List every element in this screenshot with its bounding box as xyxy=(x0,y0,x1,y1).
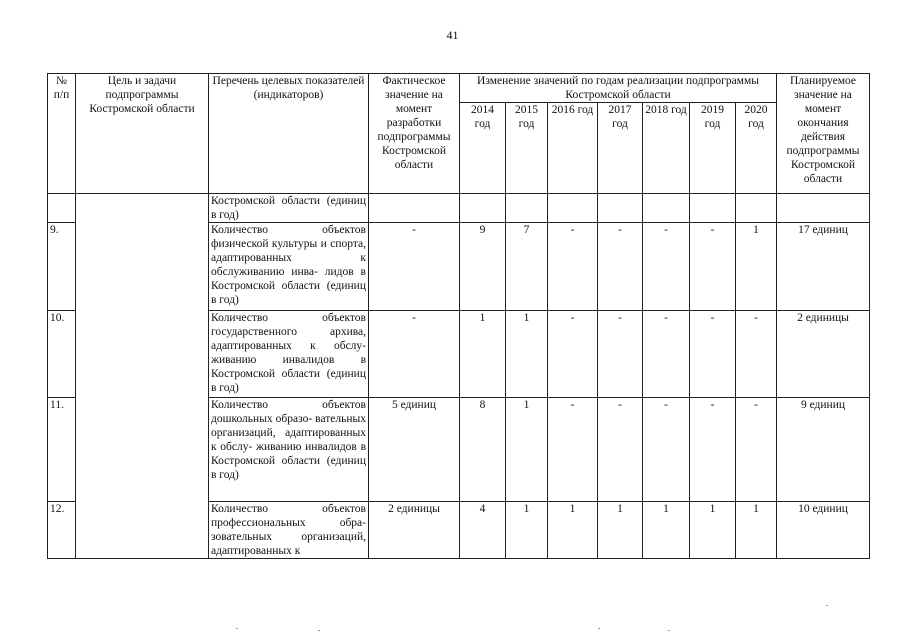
year-cell: 1 xyxy=(643,502,690,559)
year-cell: 1 xyxy=(690,502,736,559)
year-cell xyxy=(506,194,548,223)
header-year: 2017 год xyxy=(598,103,643,194)
year-cell: 1 xyxy=(736,223,777,311)
header-num: № п/п xyxy=(48,74,76,194)
header-row-1 xyxy=(48,74,870,103)
year-cell: 1 xyxy=(548,502,598,559)
header-goal: Цель и задачи подпрограммы Костромской области xyxy=(76,74,209,194)
scan-speck xyxy=(668,630,670,631)
header-actual-value: Фактическое значение на момент разработки подпрограммы Костромской области xyxy=(369,74,460,194)
year-cell: - xyxy=(548,223,598,311)
year-cell: 1 xyxy=(736,502,777,559)
indicator-cell: Количество объектов дошкольных образо- вательных организаций, адаптированных к обслу- живанию инвалидов в Костромской области (единиц в год) xyxy=(209,398,369,502)
header-planned-value: Планируемое значение на момент окончания действия подпрограммы Костромской области xyxy=(777,74,870,194)
year-cell: 1 xyxy=(460,311,506,398)
year-cell xyxy=(736,194,777,223)
year-cell xyxy=(690,194,736,223)
year-cell xyxy=(643,194,690,223)
goal-cell xyxy=(76,194,209,559)
year-cell: - xyxy=(690,398,736,502)
scan-speck xyxy=(236,628,238,629)
actual-cell: - xyxy=(369,311,460,398)
year-cell: - xyxy=(598,398,643,502)
indicator-cell: Количество объектов физической культуры и спорта, адаптированных к обслуживанию инва- лидов в Костромской области (единиц в год) xyxy=(209,223,369,311)
year-cell: - xyxy=(598,223,643,311)
year-cell xyxy=(460,194,506,223)
actual-cell: 2 единицы xyxy=(369,502,460,559)
header-year: 2020 год xyxy=(736,103,777,194)
header-indicators: Перечень целевых показателей (индикаторов) xyxy=(209,74,369,194)
indicator-cell: Костромской области (единиц в год) xyxy=(209,194,369,223)
table-row-continuation xyxy=(48,194,870,223)
num-cell: 12. xyxy=(48,502,76,559)
year-cell: 1 xyxy=(598,502,643,559)
scan-speck xyxy=(598,628,600,629)
year-cell: - xyxy=(690,311,736,398)
scan-speck xyxy=(826,605,828,606)
year-cell: - xyxy=(598,311,643,398)
year-cell: - xyxy=(736,398,777,502)
year-cell: 7 xyxy=(506,223,548,311)
year-cell xyxy=(548,194,598,223)
num-cell: 10. xyxy=(48,311,76,398)
page-number: 41 xyxy=(446,28,459,42)
year-cell: 8 xyxy=(460,398,506,502)
year-cell: - xyxy=(736,311,777,398)
planned-cell: 9 единиц xyxy=(777,398,870,502)
planned-cell: 17 единиц xyxy=(777,223,870,311)
header-year: 2014 год xyxy=(460,103,506,194)
indicator-cell: Количество объектов профессиональных обра- зовательных организаций, адаптированных к xyxy=(209,502,369,559)
num-cell xyxy=(48,194,76,223)
year-cell: - xyxy=(548,311,598,398)
header-year: 2016 год xyxy=(548,103,598,194)
actual-cell: - xyxy=(369,223,460,311)
year-cell: 9 xyxy=(460,223,506,311)
num-cell: 9. xyxy=(48,223,76,311)
planned-cell xyxy=(777,194,870,223)
planned-cell: 10 единиц xyxy=(777,502,870,559)
indicator-cell: Количество объектов государственного архива, адаптированных к обслу- живанию инвалидов в Костромской области (единиц в год) xyxy=(209,311,369,398)
year-cell: 1 xyxy=(506,502,548,559)
header-year: 2019 год xyxy=(690,103,736,194)
year-cell: 1 xyxy=(506,311,548,398)
year-cell: - xyxy=(690,223,736,311)
year-cell: 4 xyxy=(460,502,506,559)
header-year: 2015 год xyxy=(506,103,548,194)
header-changes-by-year: Изменение значений по годам реализации подпрограммы Костромской области xyxy=(460,74,777,103)
indicators-table xyxy=(47,73,870,559)
year-cell: - xyxy=(643,398,690,502)
year-cell xyxy=(598,194,643,223)
actual-cell: 5 единиц xyxy=(369,398,460,502)
actual-cell xyxy=(369,194,460,223)
year-cell: 1 xyxy=(506,398,548,502)
num-cell: 11. xyxy=(48,398,76,502)
year-cell: - xyxy=(548,398,598,502)
planned-cell: 2 единицы xyxy=(777,311,870,398)
year-cell: - xyxy=(643,311,690,398)
scan-speck xyxy=(318,630,320,631)
year-cell: - xyxy=(643,223,690,311)
header-year: 2018 год xyxy=(643,103,690,194)
